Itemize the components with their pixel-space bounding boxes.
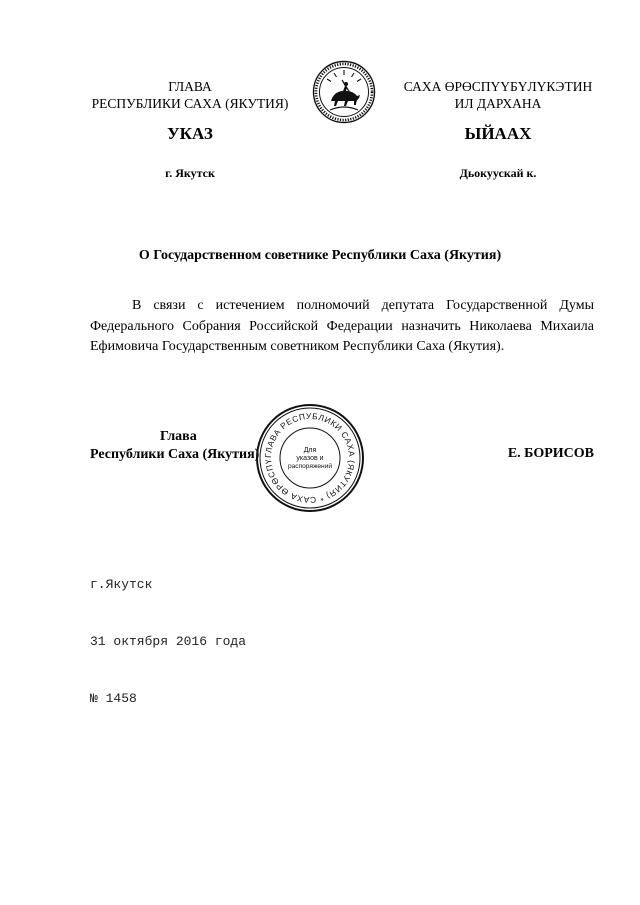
stamp-ring-text: ГЛАВА РЕСПУБЛИКИ САХА (ЯКУТИЯ) * САХА ӨРӨСПҮ — [262, 410, 358, 506]
right-header — [388, 78, 608, 112]
registration-city: г.Якутск — [90, 577, 153, 592]
right-header-line1: САХА ӨРӨСПҮҮБҮЛҮКЭТИН — [403, 79, 593, 94]
registration-block — [90, 537, 246, 727]
document-heading: О Государственном советнике Республики Саха (Якутия) — [138, 248, 502, 263]
signature-position-line2: Республики Саха (Якутия) — [90, 446, 260, 462]
document-body-text: В связи с истечением полномочий депутата Государственной Думы Федерального Собрания Российской Федерации назначить Николаева Михаила Ефимовича Государственным советником Республики Саха (Якутия). — [90, 298, 594, 354]
document-body — [90, 296, 594, 358]
registration-date: 31 октября 2016 года — [90, 634, 247, 649]
place-sakha: Дьокуускай к. — [459, 166, 537, 180]
decree-title-sakha: ЫЙААХ — [464, 124, 532, 143]
official-stamp — [254, 402, 366, 514]
coat-of-arms-emblem — [312, 60, 376, 124]
signatory-name: Е. БОРИСОВ — [507, 446, 594, 461]
right-header-line2: ИЛ ДАРХАНА — [454, 96, 542, 111]
left-header-line1: ГЛАВА — [168, 79, 212, 94]
left-header-line2: РЕСПУБЛИКИ САХА (ЯКУТИЯ) — [91, 96, 289, 111]
stamp-center-line2: указов и — [296, 455, 324, 462]
place-ru: г. Якутск — [165, 166, 215, 180]
stamp-center-line3: распоряжений — [287, 463, 333, 470]
signature-position-line1: Глава — [160, 429, 197, 444]
stamp-center-line1: Для — [303, 447, 317, 454]
left-header — [85, 78, 295, 112]
registration-number: № 1458 — [90, 691, 137, 706]
decree-title-ru: УКАЗ — [167, 124, 213, 143]
